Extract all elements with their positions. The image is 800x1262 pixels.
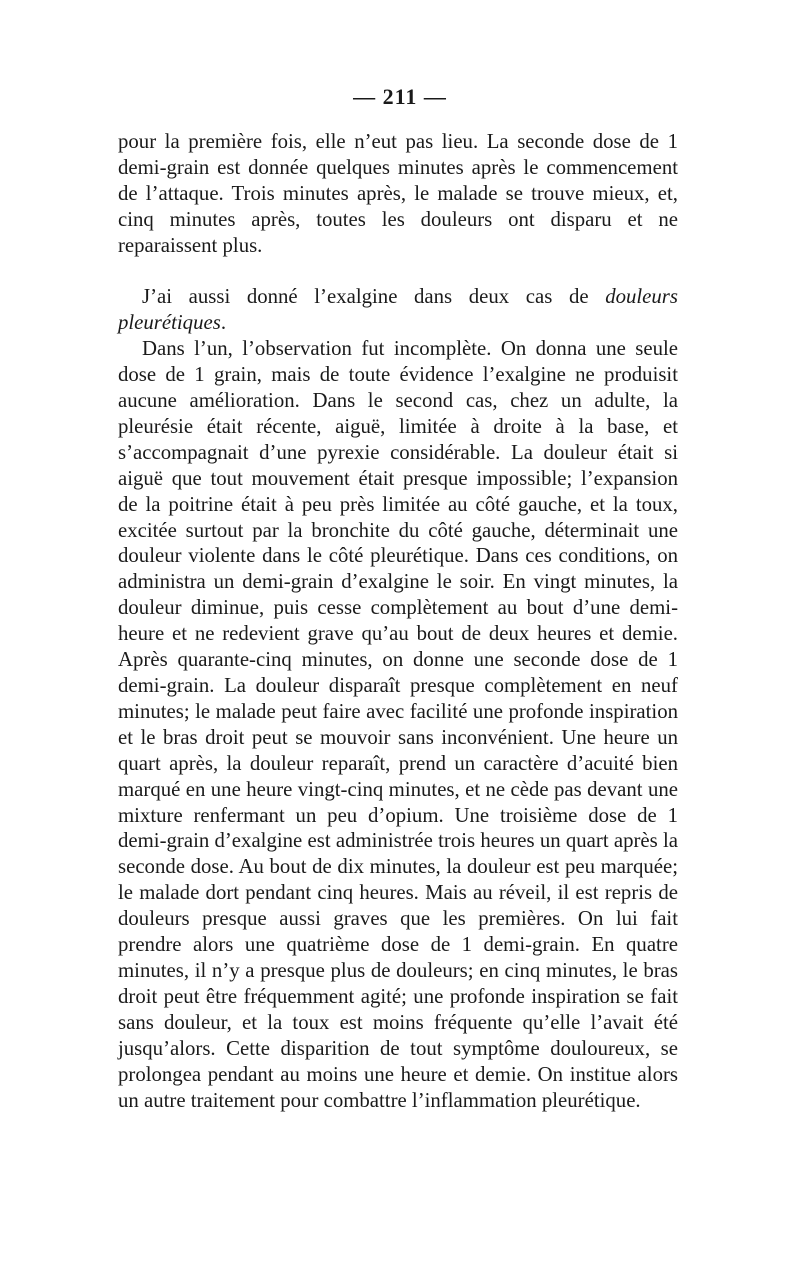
header-spacer: [118, 82, 678, 129]
paragraph-case-report: Dans l’un, l’observation fut incomplète. On donna une seule dose de 1 grain, mais de toute évidence l’exalgine ne produisit aucune amélioration. Dans le second cas, chez un adulte, la pleurésie était récente, aiguë, limitée à droite à la base, et s’accompagnait d’une pyrexie considérable. La douleur était si aiguë que tout mouvement était presque impossible; l’expansion de la poitrine était à peu près limitée au côté gauche, et la toux, excitée surtout par la bronchite du côté gauche, déterminait une douleur violente dans le côté pleurétique. Dans ces conditions, on administra un demi-grain d’exalgine le soir. En vingt minutes, la douleur diminue, puis cesse complètement au bout d’une demi-heure et ne redevient grave qu’au bout de deux heures et demie. Après quarante-cinq minutes, on donne une seconde dose de 1 demi-grain. La douleur disparaît presque complètement en neuf minutes; le malade peut faire avec facilité une profonde inspiration et le bras droit peut se mouvoir sans inconvénient. Une heure un quart après, la douleur reparaît, prend un caractère d’acuité bien marqué en une heure vingt-cinq minutes, et ne cède pas devant une mixture renfermant un peu d’opium. Une troisième dose de 1 demi-grain d’exalgine est administrée trois heures un quart après la seconde dose. Au bout de dix minutes, la douleur est peu marquée; le malade dort pendant cinq heures. Mais au réveil, il est repris de douleurs presque aussi graves que les premières. On lui fait prendre alors une quatrième dose de 1 demi-grain. En quatre minutes, il n’y a presque plus de douleurs; en cinq minutes, le bras droit peut être fréquemment agité; une profonde inspiration se fait sans douleur, et la toux est moins fréquente qu’elle l’avait été jusqu’alors. Cette disparition de tout symptôme douloureux, se prolongea pendant au moins une heure et demie. On institue alors un autre traitement pour combattre l’inflammation pleurétique.: [118, 337, 678, 1112]
paragraph-pleuretic-intro: [118, 284, 678, 336]
paragraph-continuation: pour la première fois, elle n’eut pas lieu. La seconde dose de 1 demi-grain est donnée quelques minutes après le commencement de l’attaque. Trois minutes après, le malade se trouve mieux, et, cinq minutes après, toutes les douleurs ont disparu et ne reparaissent plus.: [118, 130, 678, 257]
paragraph-text-before: J’ai aussi donné l’exalgine dans deux cas de: [142, 285, 606, 309]
page-body: [118, 82, 678, 1113]
paragraph-gap: [118, 259, 678, 285]
italic-term: douleurs pleurétiques: [118, 285, 678, 335]
paragraph-text-after: .: [220, 311, 227, 335]
page-number: — 211 —: [353, 84, 447, 109]
